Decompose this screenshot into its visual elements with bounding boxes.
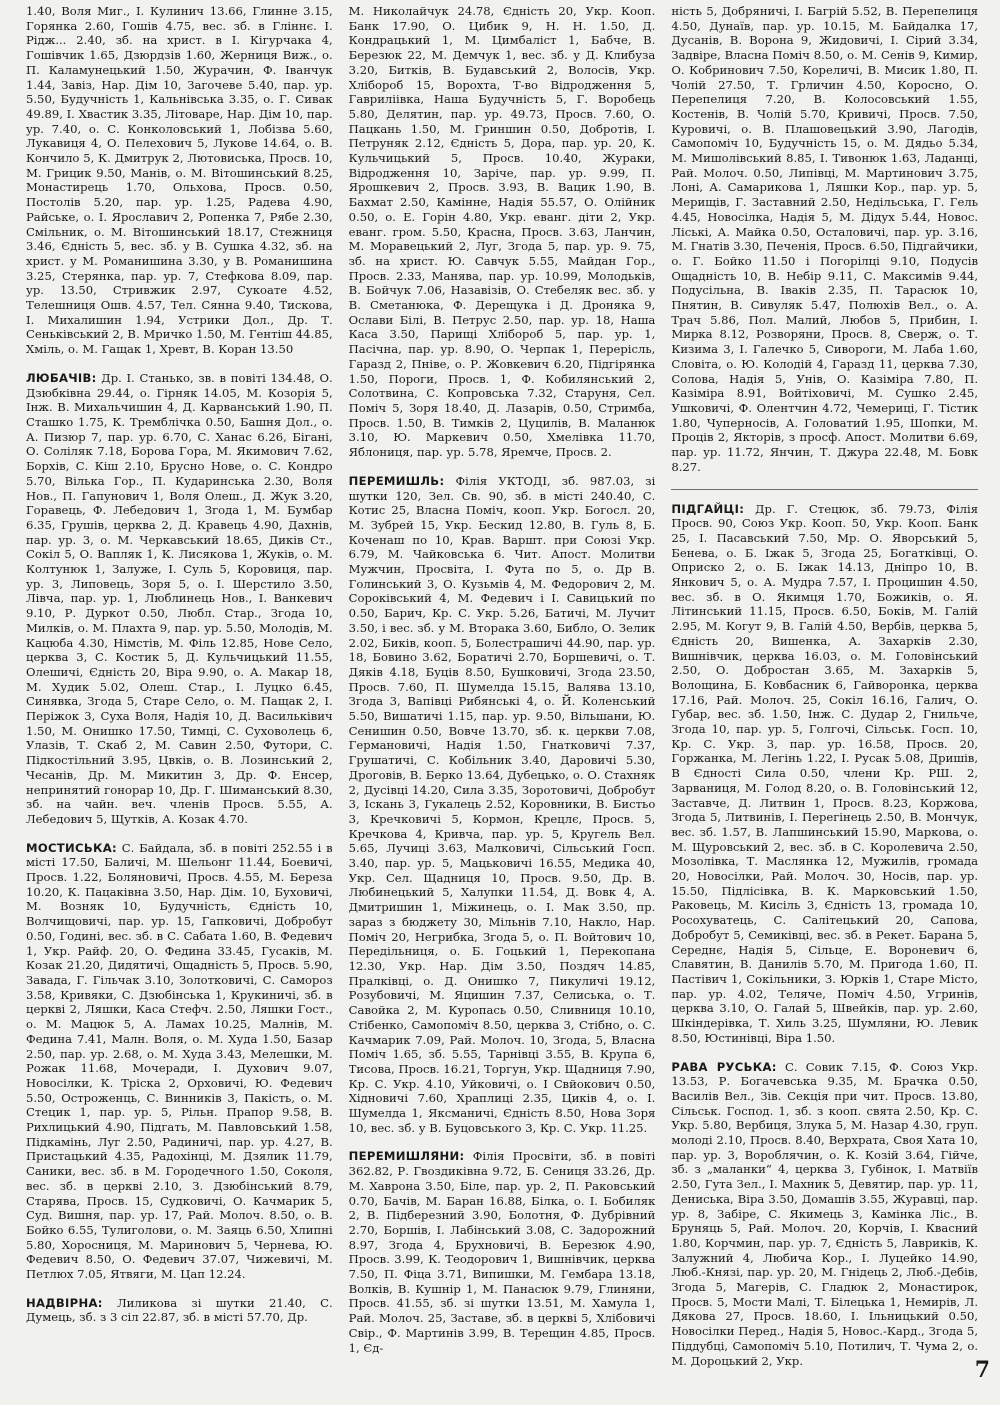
- entry-text: Др. І. Станько, зв. в повіті 134.48, О. Дзюбківна 29.44, о. Гірняк 14.05, М. Козорія 5, Інж. В. Михальчишин 4, Д. Карванський 1.90, П. Сташко 1.75, К. Тремблічка 0.50, Башня Дол., о. А. Пизюр 7, пар. ур. 6.70, С. Ханас 6.26, Бігані, О. Солiляк 7.18, Борова Гора, М. Якимович 7.62, Борхів, С. Кіш 2.10, Брусно Нове, о. С. Кондро 5.70, Вілька Гор., П. Кударинська 2.30, Воля Нов., П. Гапунович 1, Воля Олеш., Д. Жук 3.20, Горавець, Ф. Лебедович 1, Згода 1, М. Бумбар 6.35, Грушів, церква 2, Д. Кравець 4.90, Дахнів, пар. ур. 3, о. М. Черкавський 18.65, Диків Ст., Сокіл 5, О. Вапляк 1, К. Лисякова 1, Жуків, о. М. Колтунюк 1, Залуже, І. Суль 5, Коровиця, пар. ур. 3, Липовець, Зоря 5, о. І. Шерстило 3.50, Лівча, пар. ур. 1, Люблинець Нов., І. Ванкевич 9.10, Р. Дуркот 0.50, Любл. Стар., Згода 10, Милків, о. М. Плахта 9, пар. ур. 5.50, Молодів, М. Кацюба 4.30, Німстів, М. Філь 12.85, Нове Село, церква 3, С. Костик 5, Д. Кульчицький 11.55, Олешичі, Єдність 20, Віра 9.90, о. А. Макар 18, М. Худик 5.02, Олеш. Стар., І. Луцко 6.45, Синявка, Згода 5, Старе Село, о. М. Пащак 2, І. Періжок 3, Суха Воля, Надія 10, Д. Васильківич 1.50, М. Онишко 17.50, Тимці, С. Суховолець 6, Улазів, Т. Скаб 2, М. Савин 2.50, Футори, С. Підкостільний 3.95, Цвків, о. В. Лозинський 2, Чесанів, Др. М. Микитин 3, Др. Ф. Енсер, непринятий гонорар 10, Др. Г. Шиманський 8.30, зб. на чайн. веч. членів Просв. 5.55, А. Лебедович 5, Щутків, А. Козак 4.70.: [26, 370, 333, 826]
- entry-text: ність 5, Добряничі, І. Багрій 5.52, В. Перепелиця 4.50, Дунаїв, пар. ур. 10.15, М. Байдалка 17, Дусанів, В. Ворона 9, Жидовичі, І. Сірий 3.34, Задвіре, Власна Поміч 8.50, о. М. Сенів 9, Кимир, О. Кобринович 7.50, Кореличі, В. Мисик 1.80, П. Чолій 27.50, Т. Грличин 4.50, Коросно, О. Перепелиця 7.20, В. Колосовський 1.55, Костенів, В. Чолій 5.70, Кривичі, Просв. 7.50, Куровичі, о. В. Плашовецький 3.90, Лагодів, Самопоміч 10, Будучність 15, о. М. Дядьо 5.34, М. Мишолівський 8.85, І. Тивонюк 1.63, Ладанці, Рай. Молоч. 0.50, Липівці, М. Мартинович 3.75, Лоні, А. Самарикова 1, Ляшки Кор., пар. ур. 5, Мерищів, Г. Заставний 2.50, Недільська, Г. Гель 4.45, Новосілка, Надія 5, М. Дідух 5.44, Новос. Ліські, А. Майка 0.50, Осталовичі, пар. ур. 3.16, М. Гнатів 3.30, Печенія, Просв. 6.50, Підгайчики, о. Г. Бойко 11.50 і Погорілці 9.10, Подусів Ощадність 10, В. Небір 9.11, С. Максимів 9.44, Подусільна, В. Іваків 2.35, П. Тарасюк 10, Пнятин, В. Сивуляк 5.47, Полюхів Вел., о. А. Трач 5.86, Пол. Малий, Любов 5, Прибин, І. Мирка 8.12, Розворяни, Просв. 8, Сверж, о. Т. Кизима 3, І. Галечко 5, Сивороги, М. Лаба 1.60, Словіта, о. Ю. Колодій 4, Гаразд 11, церква 7.30, Солова, Надія 5, Унів, О. Казіміра 7.80, П. Казіміра 8.91, Войтіховичі, М. Сушко 2.45, Ушковичі, Ф. Олентчин 4.72, Чемериці, Г. Тістик 1.80, Чуперносів, А. Головатий 1.95, Шопки, М. Проців 2, Якторів, з просф. Апост. Молитви 6.69, пар. ур. 11.72, Янчин, Т. Джура 22.48, М. Бовк 8.27.: [671, 4, 979, 474]
- entry-text: С. Байдала, зб. в повіті 252.55 і в місті 17.50, Баличі, М. Шельонг 11.44, Боевичі, Просв. 1.22, Боляновичі, Просв. 4.55, М. Береза 10.20, К. Пацаківна 3.50, Нар. Дім. 10, Буховичі, М. Возняк 10, Будучність, Єдність 10, Волчищовичі, пар. ур. 15, Гапковичі, Добробут 0.50, Годині, вес. зб. в С. Сабата 1.60, В. Федевич 1, Укр. Райф. 20, О. Федина 33.45, Гусаків, М. Козак 21.20, Дидятичі, Ощадність 5, Просв. 5.90, Завада, Г. Гільчак 3.10, Золотковичі, С. Самороз 3.58, Кривяки, С. Дзюбінська 1, Крукиничі, зб. в церкві 2, Ляшки, Каса Стефч. 2.50, Ляшки Гост., о. М. Мацюк 5, А. Ламах 10.25, Малнів, М. Федина 7.41, Малн. Воля, о. М. Худа 1.50, Базар 2.50, пар. ур. 2.68, о. М. Худа 3.43, Мелешки, М. Рожак 11.68, Мочеради, І. Духович 9.07, Новосілки, К. Тріска 2, Орховичі, Ю. Федевич 5.50, Остроженць, С. Винників 3, Пакість, о. М. Стецик 1, пар. ур. 5, Рільн. Прапор 9.58, В. Рихлицький 4.90, Підгать, М. Павловський 1.58, Підкамінь, Луг 2.50, Радиничі, пар. ур. 4.27, В. Пристацький 4.35, Радохінці, М. Дзялик 11.79, Саники, вес. зб. в М. Городечного 1.50, Соколя, вес. зб. в церкві 2.10, З. Дзюбінський 8.79, Старява, Просв. 15, Судковичі, О. Качмарик 5, Суд. Вишня, пар. ур. 17, Рай. Молоч. 8.50, о. В. Бойко 6.55, Тулиголови, о. М. Заяць 6.50, Хлипні 5.80, Хоросниця, М. Маринович 5, Чернева, Ю. Федевич 8.50, О. Федевич 37.07, Чижевичі, М. Петлюх 7.05, Ятвяги, М. Цап 12.24.: [26, 840, 333, 1282]
- column-1: [26, 4, 333, 1374]
- region-heading: ПЕРЕМИШЛЬ:: [348, 473, 445, 488]
- region-heading: ЛЮБАЧІВ:: [26, 370, 97, 385]
- column-2: [349, 4, 656, 1374]
- donation-entry-lubachiv: [26, 371, 333, 827]
- entry-text: Лиликова зі шутки 21.40, С. Думець, зб. з 3 сіл 22.87, зб. в місті 57.70, Др.: [26, 1295, 333, 1325]
- entry-text: С. Совик 7.15, Ф. Союз Укр. 13.53, Р. Богачевська 9.35, М. Брачка 0.50, Василів Вел., Зів. Секція при чит. Просв. 13.80, Сільськ. Господ. 1, зб. з кооп. свята 2.50, Кр. С. Укр. 5.80, Вербиця, Злука 5, М. Назар 4.30, груп. молоді 2.10, Просв. 8.40, Верхрата, Своя Хата 10, пар. ур. 3, Вороблячин, о. К. Козій 3.64, Гійче, зб. з „маланки“ 4, церква 3, Губінок, І. Матвіїв 2.50, Гута Зел., І. Махник 5, Девятир, пар. ур. 11, Дениська, Віра 3.50, Домашів 3.55, Журавці, пар. ур. 8, Забіре, С. Якимець 3, Камінка Ліс., В. Бруняць 5, Рай. Молоч. 20, Корчів, І. Квасний 1.80, Корчмин, пар. ур. 7, Єдність 5, Лавриків, К. Залужний 4, Любича Кор., І. Луцейко 14.90, Люб.-Князі, пар. ур. 20, М. Гнідець 2, Люб.-Дебів, Згода 5, Магерів, С. Гладюк 2, Монастирок, Просв. 5, Мости Малі, Т. Білецька 1, Немирів, Л. Дякова 27, Просв. 18.60, І. Ільницький 0.50, Новосілки Перед., Надія 5, Новос.-Кард., Згода 5, Піддубці, Самопоміч 5.10, Потилич, Т. Чума 2, о. М. Дороцький 2, Укр.: [671, 1059, 979, 1368]
- donation-entry-peremyshl: [349, 474, 656, 1136]
- region-heading: ПІДГАЙЦІ:: [671, 501, 745, 516]
- entry-text: 1.40, Воля Миг., І. Кулинич 13.66, Глинне 3.15, Горянка 2.60, Гошів 4.75, вес. зб. в Гліннє. І. Рідж... 2.40, зб. на христ. в І. Кігурчака 4, Гошівчик 1.65, Дзюрдзів 1.60, Жерниця Виж., о. П. Каламунецький 1.50, Журачин, Ф. Іванчук 1.44, Завіз, Нар. Дім 10, Загочеве 5.40, пар. ур. 5.50, Будучність 1, Кальнівська 3.35, о. Г. Сивак 49.89, І. Хвастик 3.35, Літоваре, Нар. Дім 10, пар. ур. 7.40, о. С. Конколовський 1, Лобізва 5.60, Лукавиця 4, О. Пелехович 5, Лукове 14.64, о. В. Кончило 5, К. Дмитрук 2, Лютовиська, Просв. 10, М. Грицик 9.50, Манів, о. М. Вітошинський 8.25, Монастирець 1.70, Ольхова, Просв. 0.50, Постолів 5.20, пар. ур. 1.25, Радева 4.90, Райське, о. І. Ярославич 2, Ропенка 7, Рябе 2.30, Смільник, о. М. Вітошинський 18.17, Стежниця 3.46, Єдність 5, вес. зб. у В. Сушка 4.32, зб. на христ. у М. Романишина 3.30, у В. Романишина 3.25, Стерянка, пар. ур. 7, Стефкова 8.09, пар. ур. 13.50, Стривжик 2.97, Сукоате 4.52, Телешниця Ошв. 4.57, Тел. Сянна 9.40, Тискова, І. Михалишин 1.94, Устрики Дол., Др. Т. Сеньківський 2, В. Мричко 1.50, М. Гентіш 44.85, Хміль, о. М. Гащак 1, Хревт, В. Коран 13.50: [26, 4, 333, 357]
- region-heading: ПЕРЕМИШЛЯНИ:: [348, 1149, 465, 1164]
- donation-entry-continued: [349, 4, 656, 460]
- page-number: 7: [974, 1357, 990, 1383]
- donation-entry-rava-ruska: [671, 1060, 978, 1369]
- donation-entry-continued: [671, 4, 978, 475]
- entry-text: Др. Г. Стецюк, зб. 79.73, Філія Просв. 90, Союз Укр. Кооп. 50, Укр. Кооп. Банк 25, І. Пасавський 7.50, Мр. О. Яворський 5, Бенева, о. Б. Іжак 5, Згода 25, Богатківці, О. Оприско 2, о. Б. Іжак 14.13, Дніпро 10, В. Янкович 5, о. А. Мудра 7.57, І. Процишин 4.50, вес. зб. в О. Якимця 1.70, Божиків, о. Я. Літинський 11.15, Просв. 6.50, Боків, М. Галій 2.95, М. Когут 9, В. Галій 4.50, Вербів, церква 5, Єдність 20, Вишенка, А. Захарків 2.30, Вишнівчик, церква 16.03, о. М. Головінський 2.50, О. Добростан 3.65, М. Захарків 5, Волощина, Б. Ковбасник 6, Гайворонка, церква 17.16, Рай. Молоч. 25, Сокіл 16.16, Галич, О. Губар, вес. зб. 1.50, Інж. С. Дудар 2, Гнильче, Згода 10, пар. ур. 5, Голгочі, Сільськ. Госп. 10, Кр. С. Укр. 3, пар. ур. 16.58, Просв. 20, Горжанка, М. Легінь 1.22, І. Русак 5.08, Дришів, В Єдності Сила 0.50, члени Кр. РШ. 2, Зарваниця, М. Голод 8.20, о. В. Головінський 12, Заставче, Д. Литвин 1, Просв. 8.23, Коржова, Згода 5, Литвинів, І. Перегінець 2.50, В. Мончук, вес. зб. 1.57, В. Лапшинський 15.90, Маркова, о. М. Щуровський 2, вес. зб. в С. Королевича 2.50, Мозолівка, Т. Маслянка 12, Мужилів, громада 20, Новосілки, Рай. Молоч. 30, Носів, пар. ур. 15.50, Підлісівка, В. К. Марковський 1.50, Раковець, М. Кисіль 3, Єдність 13, громада 10, Росохуватець, С. Салітецький 20, Сапова, Добробут 5, Семиківці, вес. зб. в Рекет. Барана 5, Середнє, Надія 5, Сільце, Е. Вороневич 6, Славятин, В. Данилів 5.70, М. Пригода 1.60, П. Пастівич 1, Сокільники, З. Юрків 1, Старе Місто, пар. ур. 4.02, Теляче, Поміч 4.50, Угринів, церква 3.10, О. Галай 5, Швейків, пар. ур. 2.60, Шкіндерівка, Т. Хиль 3.25, Шумляни, Ю. Левик 8.50, Юстинівці, Віра 1.50.: [671, 501, 979, 1045]
- region-heading: МОСТИСЬКА:: [26, 840, 117, 855]
- donation-entry-mostyska: [26, 841, 333, 1282]
- donation-entry-continued: [26, 4, 333, 357]
- column-3: [671, 4, 978, 1374]
- entry-text: Філія Просвіти, зб. в повіті 362.82, Р. Гвоздиківна 9.72, Б. Сениця 33.26, Др. М. Хаврона 3.50, Біле, пар. ур. 2, П. Раковський 0.70, Бачів, М. Баран 16.88, Білка, о. І. Бобиляк 2, В. Підберезний 3.90, Болотня, Ф. Дубрівний 2.70, Боршів, І. Лабінський 3.08, С. Задорожний 8.97, Згода 4, Брухновичі, В. Березюк 4.90, Просв. 3.99, К. Теодорович 1, Вишнівчик, церква 7.50, П. Фіца 3.71, Випишки, М. Гембара 13.18, Волків, В. Кушнір 1, М. Панасюк 9.79, Глиняни, Просв. 41.55, зб. зі шутки 13.51, М. Хамула 1, Рай. Молоч. 25, Заставе, зб. в церкві 5, Хлібовичі Свір., Ф. Мартинів 3.99, В. Терещин 4.85, Просв. 1, Єд-: [348, 1149, 656, 1355]
- donation-entry-nadvirna: [26, 1296, 333, 1325]
- entry-text: Філія УКТОДІ, зб. 987.03, зі шутки 120, Зел. Св. 90, зб. в місті 240.40, С. Котис 25, Власна Поміч, кооп. Укр. Богосл. 20, М. Зубрей 15, Укр. Бескид 12.80, В. Гуль 8, Б. Коченаш по 10, Крав. Варшт. при Союзі Укр. 6.79, М. Чайковська 6. Чит. Апост. Молитви Мужчин, Просвіта, І. Фута по 5, о. Др В. Голинський 3, О. Кузьмів 4, М. Федорович 2, М. Сороківський 4, М. Федевич і І. Савицький по 0.50, Барич, Кр. С. Укр. 5.26, Батичі, М. Лучит 3.50, і вес. зб. у М. Вторака 3.60, Библо, О. Зелик 2.02, Биків, кооп. 5, Болестрашичі 44.90, пар. ур. 18, Бовино 3.62, Боратичі 2.70, Боршевичі, о. Т. Дяків 4.18, Буців 8.50, Бушковичі, Згода 23.50, Просв. 7.60, П. Шумелда 15.15, Валява 13.10, Згода 3, Вапівці Рибянські 4, о. Й. Коленський 5.50, Вишатичі 1.15, пар. ур. 9.50, Вільшани, Ю. Сенишин 0.50, Вовче 13.70, зб. к. церкви 7.08, Германовичі, Надія 1.50, Гнатковичі 7.37, Грушатичі, С. Кобільник 3.40, Даровичі 5.30, Дроговів, В. Берко 13.64, Дубецько, о. О. Стахняк 2, Дусівці 14.20, Сила 3.35, Зоротовичі, Добробут 3, Іскань 3, Гукалець 2.52, Коровники, В. Бистьо 3, Кречковичі 5, Кормон, Крецлє, Просв. 5, Кречкова 4, Кривча, пар. ур. 5, Кругель Вел. 5.65, Лучиці 3.63, Малковичі, Сільський Госп. 3.40, пар. ур. 5, Мацьковичі 16.55, Медика 40, Укр. Сел. Щадниця 10, Просв. 9.50, Др. В. Любинецький 5, Халупки 11.54, Д. Вовк 4, А. Дмитришин 1, Міжинець, о. І. Мак 3.50, пр. зараз з бюджету 30, Мільнів 7.10, Накло, Нар. Поміч 20, Негрибка, Згода 5, о. П. Войтович 10, Передільниця, о. Б. Гоцький 1, Перекопана 12.30, Укр. Нар. Дім 3.50, Поздяч 14.85, Пралківці, о. Д. Онишко 7, Пикуличі 19.12, Розубовичі, М. Яцишин 7.37, Селиська, о. Т. Савойка 2, М. Куропась 0.50, Сливниця 10.10, Стібенко, Самопоміч 8.50, церква 3, Стібно, о. С. Качмарик 7.09, Рай. Молоч. 10, Згода, 5, Власна Поміч 1.65, зб. 5.55, Тарнівці 3.55, В. Крупа 6, Тисова, Просв. 16.21, Торгун, Укр. Щадниця 7.90, Кр. С. Укр. 4.10, Уйковичі, о. І Свйокович 0.50, Хідновичі 7.60, Храплиці 2.35, Циків 4, о. І. Шумелда 1, Яксманичі, Єдність 8.50, Нова Зоря 10, вес. зб. у В. Буцовського 3, Кр. С. Укр. 11.25.: [348, 473, 656, 1135]
- region-heading: НАДВІРНА:: [26, 1295, 103, 1310]
- region-heading: РАВА РУСЬКА:: [671, 1059, 777, 1074]
- entry-text: М. Николайчук 24.78, Єдність 20, Укр. Кооп. Банк 17.90, О. Цибик 9, Н. Н. 1.50, Д. Кондрацький 1, М. Цимбаліст 1, Бабче, В. Березюк 22, М. Демчук 1, вес. зб. у Д. Клибуза 3.20, Битків, В. Будавський 2, Волосів, Укр. Хлібороб 15, Ворохта, Т-во Відродження 5, Гавриліівка, Наша Будучність 5, Г. Воробець 5.80, Делятин, пар. ур. 49.73, Просв. 7.60, О. Пацкань 1.50, М. Гриншин 0.50, Добротів, І. Петруняк 2.12, Єдність 5, Дора, пар. ур. 20, К. Кульчицький 5, Просв. 10.40, Жураки, Відродження 10, Заріче, пар. ур. 9.99, П. Ярошкевич 2, Просв. 3.93, В. Вацик 1.90, В. Бахмат 2.50, Камінне, Надія 55.57, О. Олійник 0.50, о. Е. Горін 4.80, Укр. еванг. діти 2, Укр. еванг. гром. 5.50, Красна, Просв. 3.63, Ланчин, М. Моравецький 2, Луг, Згода 5, пар. ур. 9. 75, зб. на христ. Ю. Савчук 5.55, Майдан Гор., Просв. 2.33, Манява, пар. ур. 10.99, Молодьків, В. Бойчук 7.06, Назавізів, О. Стебеляк вес. зб. у В. Сметанюка, Ф. Дерещука і Д. Дроняка 9, Ослави Білі, В. Петрус 2.50, пар. ур. 18, Наша Каса 3.50, Парищі Хлібороб 5, пар. ур. 1, Пасічна, пар. ур. 8.90, О. Черпак 1, Перерісль, Гаразд 2, Пніве, о. Р. Жовкевич 6.20, Підгірянка 1.50, Пороги, Просв. 1, Ф. Кобилянський 2, Солотвина, С. Копровська 7.32, Старуня, Сел. Поміч 5, Зоря 18.40, Д. Лазарів, 0.50, Стримба, Просв. 1.50, В. Тимків 2, Цуцилів, В. Маланюк 3.10, Ю. Маркевич 0.50, Хмелівка 11.70, Яблониця, пар. ур. 5.78, Яремче, Просв. 2.: [348, 4, 656, 460]
- text-columns: [26, 4, 978, 1374]
- donation-entry-peremyshliany: [349, 1149, 656, 1355]
- donation-entry-pidhaitsi: [671, 489, 978, 1046]
